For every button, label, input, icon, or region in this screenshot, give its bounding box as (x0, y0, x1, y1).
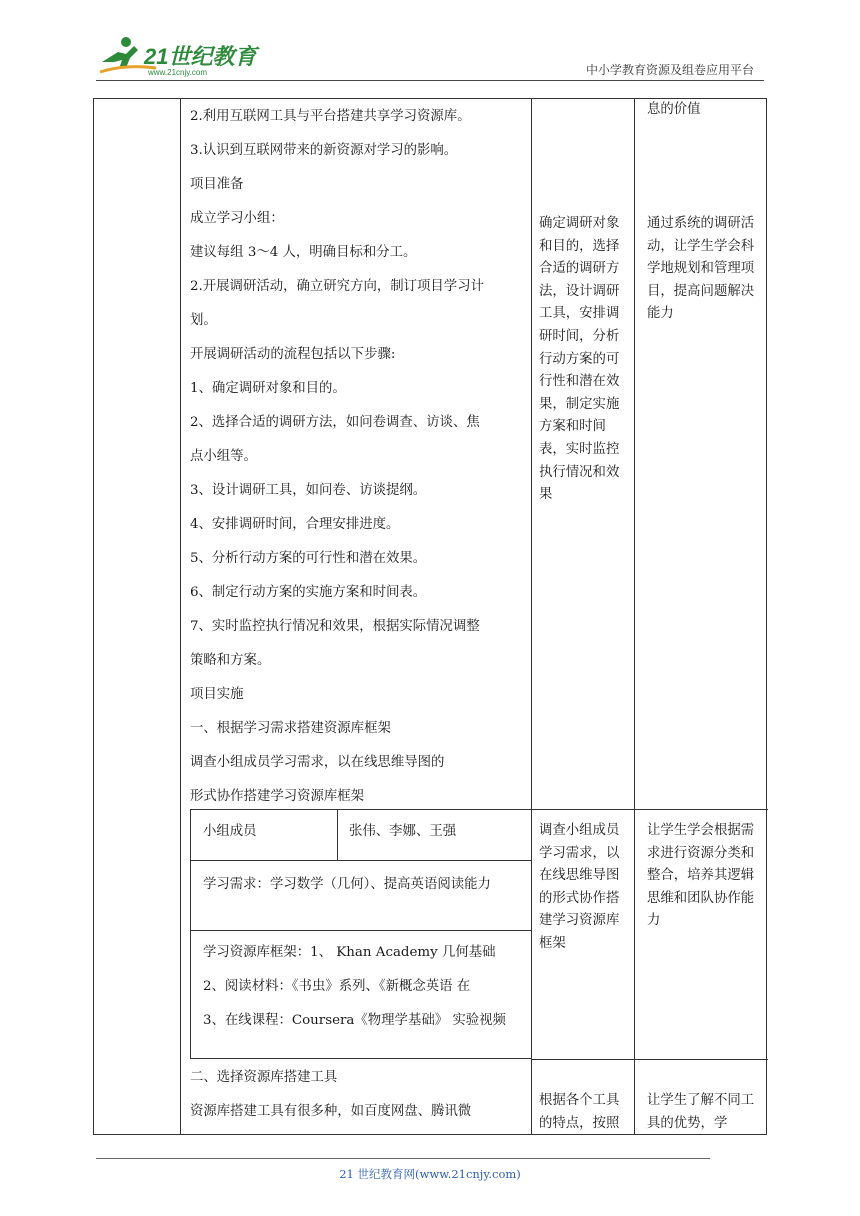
content-line: 6、制定行动方案的实施方案和时间表。 (190, 585, 427, 600)
column-divider-3 (634, 99, 635, 1134)
content-line: 7、实时监控执行情况和效果，根据实际情况调整 (190, 619, 480, 634)
design-intent-0: 息的价值 (647, 102, 701, 117)
framework-line: 学习资源库框架：1、 Khan Academy 几何基础 (203, 945, 496, 960)
learning-needs: 学习需求：学习数学（几何）、提高英语阅读能力 (203, 877, 491, 892)
content-line: 一、根据学习需求搭建资源库框架 (190, 721, 391, 736)
content-line: 调查小组成员学习需求，以在线思维导图的 (190, 755, 445, 770)
design-intent-1: 通过系统的调研活动，让学生学会科学地规划和管理项目，提高问题解决能力 (647, 216, 755, 322)
site-logo (96, 34, 266, 78)
svg-text:www.21cnjy.com: www.21cnjy.com (148, 68, 207, 77)
content-line: 5、分析行动方案的可行性和潜在效果。 (190, 551, 427, 566)
footer-text: 21 世纪教育网(www.21cnjy.com) (339, 1167, 521, 1181)
content-line: 形式协作搭建学习资源库框架 (190, 789, 365, 804)
header-divider (96, 80, 764, 81)
content-line: 划。 (190, 313, 217, 328)
framework-line: 3、在线课程：Coursera《物理学基础》 实验视频 (203, 1013, 506, 1028)
content-line: 资源库搭建工具有很多种，如百度网盘、腾讯微 (190, 1104, 472, 1119)
content-line: 开展调研活动的流程包括以下步骤: (190, 347, 396, 362)
content-line: 2.利用互联网工具与平台搭建共享学习资源库。 (190, 109, 471, 124)
resource-framework-table (190, 809, 532, 1059)
content-line: 建议每组 3～4 人，明确目标和分工。 (190, 245, 417, 260)
footer-divider (96, 1158, 710, 1159)
member-names: 张伟、李娜、王强 (349, 824, 457, 839)
content-line: 策略和方案。 (190, 653, 271, 668)
design-intent-2: 让学生学会根据需求进行资源分类和整合，培养其逻辑思维和团队协作能力 (647, 823, 755, 929)
content-line: 3.认识到互联网带来的新资源对学习的影响。 (190, 143, 458, 158)
platform-name: 中小学教育资源及组卷应用平台 (585, 63, 754, 77)
row-divider-2 (531, 1059, 768, 1060)
student-activity-3: 根据各个工具的特点，按照 (539, 1093, 620, 1131)
content-line: 成立学习小组： (190, 211, 284, 226)
content-line: 2、选择合适的调研方法，如问卷调查、访谈、焦 (190, 415, 480, 430)
inner-row-divider-2 (191, 930, 532, 931)
student-activity-2: 调查小组成员学习需求，以在线思维导图的形式协作搭建学习资源库框架 (539, 823, 620, 951)
content-line: 二、选择资源库搭建工具 (190, 1070, 338, 1085)
design-intent-3: 让学生了解不同工具的优势，学 (647, 1093, 755, 1131)
row-divider-1 (531, 809, 768, 810)
content-line: 点小组等。 (190, 449, 257, 464)
content-line: 3、设计调研工具，如问卷、访谈提纲。 (190, 483, 427, 498)
svg-text:21世纪教育: 21世纪教育 (144, 44, 257, 69)
content-line: 项目准备 (190, 177, 244, 192)
content-line: 项目实施 (190, 687, 244, 702)
content-line: 2.开展调研活动，确立研究方向，制订项目学习计 (190, 279, 484, 294)
lesson-plan-table (93, 98, 767, 1135)
member-label: 小组成员 (203, 824, 257, 839)
inner-column-divider (337, 810, 338, 860)
framework-line: 2、阅读材料：《书虫》系列、《新概念英语 在 (203, 979, 471, 994)
content-line: 4、安排调研时间，合理安排进度。 (190, 517, 400, 532)
student-activity-1: 确定调研对象和目的，选择合适的调研方法，设计调研工具，安排调研时间，分析行动方案的可行性和潜在效果，制定实施方案和时间表，实时监控执行情况和效果 (539, 216, 620, 503)
column-divider-1 (180, 99, 181, 1134)
content-line: 1、确定调研对象和目的。 (190, 381, 346, 396)
inner-row-divider-1 (191, 860, 532, 861)
